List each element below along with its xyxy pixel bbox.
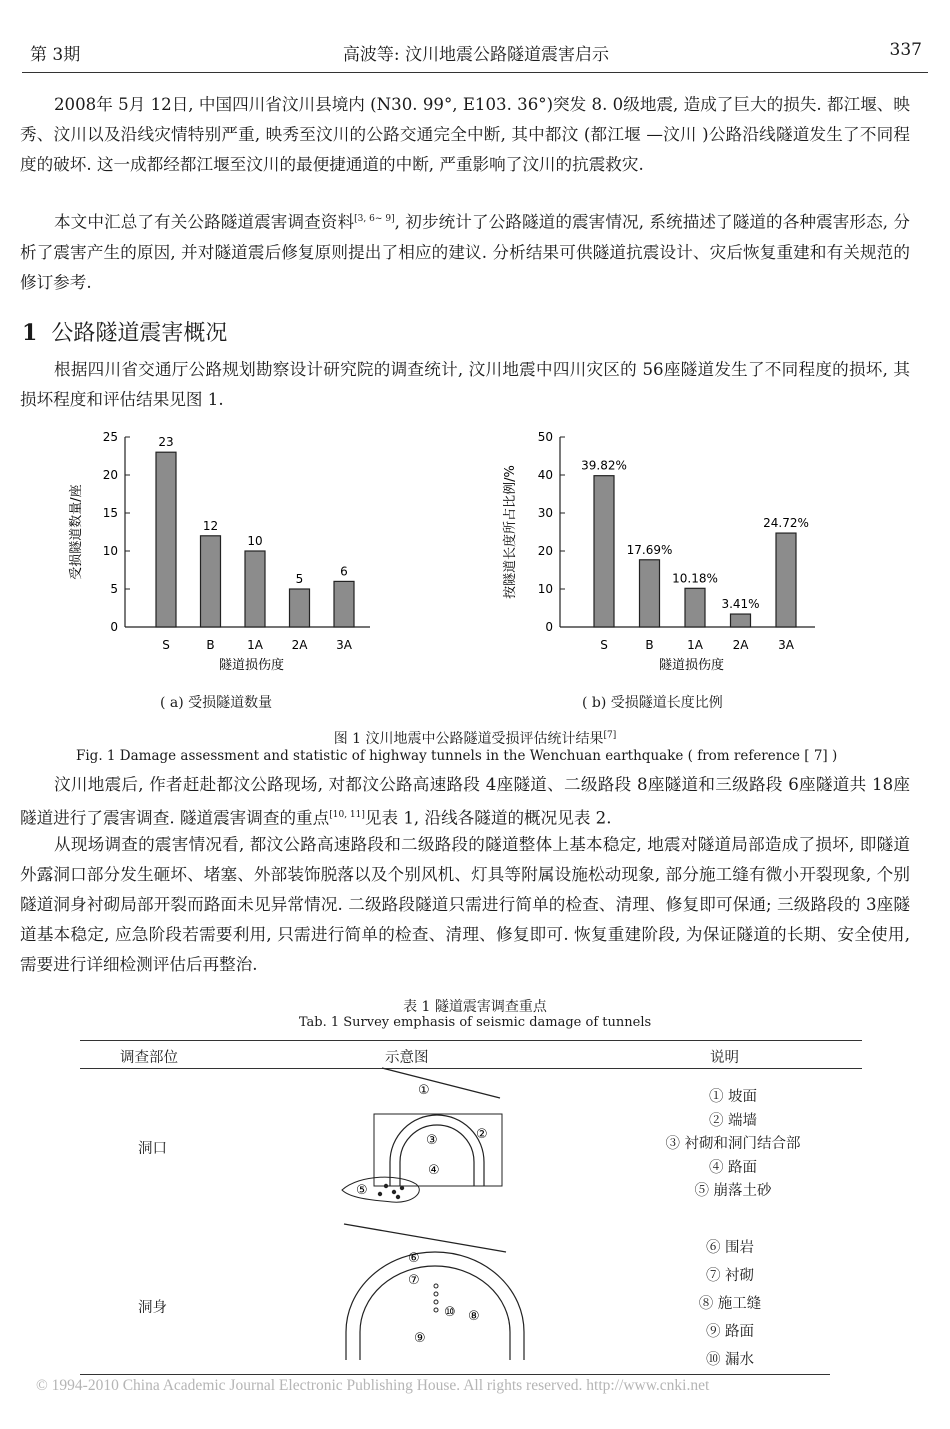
running-header: [30, 40, 922, 66]
figure-caption-en: Fig. 1 Damage assessment and statistic of highway tunnels in the Wenchuan earthquake ( from reference [ 7] ): [76, 748, 838, 764]
table-caption-en: Tab. 1 Survey emphasis of seismic damage of tunnels: [298, 1015, 652, 1030]
legend-item: ⑩ 漏水: [705, 1352, 755, 1368]
legend-item: ② 端墙: [708, 1112, 758, 1129]
table-bottom-rule: [80, 1374, 830, 1375]
y-tick-label: 15: [102, 506, 118, 520]
bar: [685, 588, 705, 627]
bar-value-label: 24.72%: [763, 516, 809, 531]
leak-dot: [434, 1292, 438, 1296]
marker-7: ⑦: [408, 1273, 420, 1288]
section-title: 公路隧道震害概况: [51, 321, 228, 346]
legend-item: ⑥ 围岩: [705, 1240, 755, 1256]
copyright-footer: © 1994-2010 China Academic Journal Electronic Publishing House. All rights reserved. http://www.cnki.net: [36, 1377, 710, 1394]
x-tick-label: S: [162, 638, 170, 652]
x-tick-label: 3A: [336, 638, 352, 652]
x-tick-label: 3A: [778, 638, 794, 652]
paragraph-survey: 根据四川省交通厅公路规划勘察设计研究院的调查统计, 汶川地震中四川灾区的 56座隧道发生了不同程度的损坏, 其损坏程度和评估结果见图 1.: [20, 360, 910, 409]
citation-ref-1: [3, 6~ 9]: [354, 214, 395, 224]
rock-line: [344, 1224, 506, 1252]
bar-chart-length-ratio: [470, 420, 950, 680]
marker-9: ⑨: [414, 1331, 426, 1346]
tunnel-body-diagram: [330, 1216, 570, 1366]
y-tick-label: 10: [537, 582, 553, 596]
legend-item: ③ 衬砌和洞门结合部: [665, 1136, 801, 1152]
figure-caption-ref: [7]: [603, 730, 617, 741]
legend-item: ⑧ 施工缝: [698, 1296, 762, 1312]
bar: [594, 476, 614, 627]
y-tick-label: 40: [537, 468, 553, 482]
x-tick-label: 2A: [291, 638, 308, 652]
marker-3: ③: [426, 1133, 438, 1148]
marker-4: ④: [428, 1163, 440, 1178]
bar-value-label: 23: [158, 435, 174, 450]
section-heading: [22, 316, 227, 347]
table-header-diagram: 示意图: [385, 1050, 429, 1066]
y-tick-label: 30: [537, 506, 553, 520]
subfigure-caption-a: ( a) 受损隧道数量: [160, 695, 273, 711]
bar: [201, 536, 221, 627]
legend-body: [630, 1234, 830, 1374]
table-cell-part-body: 洞身: [138, 1300, 167, 1316]
y-tick-label: 10: [102, 544, 118, 558]
legend-item: ⑤ 崩落土砂: [694, 1183, 772, 1199]
y-axis-title: 按隧道长度所占比例/%: [503, 465, 518, 599]
y-tick-label: 25: [102, 430, 118, 444]
x-tick-label: 1A: [687, 638, 703, 652]
leak-dot: [434, 1300, 438, 1304]
legend-item: ① 坡面: [708, 1089, 758, 1105]
y-axis-title: 受损隧道数量/座: [69, 484, 84, 580]
bar-value-label: 6: [340, 564, 348, 579]
x-tick-label: 1A: [247, 638, 263, 652]
y-tick-label: 20: [102, 468, 118, 482]
marker-1: ①: [418, 1083, 430, 1098]
y-tick-label: 20: [537, 544, 553, 558]
page-number: 337: [889, 40, 922, 60]
x-tick-label: 2A: [732, 638, 749, 652]
bar: [640, 560, 660, 627]
marker-2: ②: [476, 1127, 488, 1142]
bar-value-label: 10.18%: [672, 571, 718, 586]
bar-value-label: 39.82%: [581, 458, 627, 473]
bar: [776, 533, 796, 627]
bar-value-label: 17.69%: [626, 542, 673, 557]
debris-dot: [396, 1195, 400, 1199]
x-tick-label: S: [600, 638, 608, 652]
portal-diagram: [320, 1066, 560, 1206]
bar-value-label: 3.41%: [721, 597, 760, 612]
paragraph-field-visit: [20, 770, 910, 834]
issue-number: 第 3期: [30, 45, 81, 65]
bar-value-label: 5: [295, 572, 304, 586]
paragraph-summary-text-b: , 初步统计了公路隧道的震害情况, 系统描述了隧道的各种震害形态, 分析了震害产生的原因, 并对隧道震后修复原则提出了相应的建议. 分析结果可供隧道抗震设计、灾后恢复重建和有关规范的修订参考.: [20, 212, 911, 292]
bar: [334, 581, 354, 627]
bar: [156, 452, 176, 627]
paragraph-intro: 2008年 5月 12日, 中国四川省汶川县境内 (N30. 99°, E103. 36°)突发 8. 0级地震, 造成了巨大的损失. 都江堰、映秀、汶川以及沿线灾情特别严重, 映秀至汶川的公路交通完全中断, 其中都汶 (都江堰 —汶川 )公路沿线隧道发生了不同程度的破坏. 这一成都经都江堰至汶川的最便捷通道的中断, 严重影响了汶川的抗震救灾.: [20, 95, 910, 174]
paragraph-summary: [20, 204, 910, 298]
debris-dot: [392, 1190, 396, 1194]
y-tick-label: 5: [110, 582, 118, 596]
paragraph-summary-text-a: 本文中汇总了有关公路隧道震害调查资料: [54, 212, 355, 232]
table-header-notes: 说明: [710, 1050, 739, 1066]
header-rule: [22, 72, 928, 73]
legend-item: ④ 路面: [708, 1159, 758, 1176]
section-number: 1: [22, 320, 38, 346]
leak-dot: [434, 1308, 438, 1312]
citation-ref-2: [10, 11]: [329, 810, 365, 820]
slope-line: [382, 1068, 500, 1098]
tunnel-lining-arch: [346, 1252, 524, 1360]
bar-chart-tunnel-count: [0, 420, 470, 680]
x-tick-label: B: [206, 638, 215, 652]
legend-item: ⑦ 衬砌: [705, 1268, 755, 1284]
figure-caption-cn-text: 图 1 汶川地震中公路隧道受损评估统计结果: [333, 731, 604, 747]
bar-value-label: 10: [247, 534, 263, 548]
paragraph-field-visit-text-a: 汶川地震后, 作者赶赴都汶公路现场, 对都汶公路高速路段 4座隧道、二级路段 8座隧道和三级路段 6座隧道共 18座隧道进行了震害调查. 隧道震害调查的重点: [20, 775, 910, 828]
bar: [731, 614, 751, 627]
paragraph-findings: 从现场调查的震害情况看, 都汶公路高速路段和二级路段的隧道整体上基本稳定, 地震对隧道局部造成了损坏, 即隧道外露洞口部分发生砸坏、堵塞、外部装饰脱落以及个别风机、灯具等附属设施松动现象, 部分施工缝有微小开裂现象, 个别隧道洞身衬砌局部开裂而路面未见异常情况. 二级路段隧道只需进行简单的检查、清理、修复即可保通; 三级路段的 3座隧道基本稳定, 应急阶段若需要利用, 只需进行简单的检查、清理、修复即可. 恢复重建阶段, 为保证隧道的长期、安全使用, 需要进行详细检测评估后再整治.: [20, 835, 910, 974]
y-tick-label: 50: [537, 430, 553, 444]
debris-pile: [342, 1177, 419, 1202]
debris-dot: [400, 1186, 404, 1190]
x-tick-label: B: [645, 638, 654, 652]
marker-8: ⑧: [468, 1309, 480, 1324]
table-top-rule: [80, 1040, 862, 1041]
running-title: 高波等: 汶川地震公路隧道震害启示: [342, 45, 610, 65]
bar: [245, 551, 265, 627]
legend-portal: [633, 1086, 833, 1204]
bar: [290, 589, 310, 627]
table-caption-cn: 表 1 隧道震害调查重点: [403, 999, 547, 1015]
x-axis-title: 隧道损伤度: [658, 658, 725, 673]
marker-6: ⑥: [408, 1251, 420, 1266]
paragraph-field-visit-text-b: 见表 1, 沿线各隧道的概况见表 2.: [364, 808, 612, 828]
debris-dot: [378, 1192, 382, 1196]
table-header-part: 调查部位: [120, 1050, 178, 1066]
leak-dot: [434, 1284, 438, 1288]
marker-10: ⑩: [444, 1305, 456, 1320]
y-tick-label: 0: [545, 620, 553, 634]
x-axis-title: 隧道损伤度: [218, 658, 285, 673]
subfigure-caption-b: ( b) 受损隧道长度比例: [582, 695, 723, 711]
table-cell-part-portal: 洞口: [138, 1141, 167, 1157]
figure-caption-cn: [0, 728, 950, 748]
y-tick-label: 0: [110, 620, 118, 634]
debris-dot: [384, 1184, 388, 1188]
bar-value-label: 12: [202, 518, 219, 533]
marker-5: ⑤: [356, 1183, 368, 1198]
legend-item: ⑨ 路面: [705, 1324, 755, 1340]
